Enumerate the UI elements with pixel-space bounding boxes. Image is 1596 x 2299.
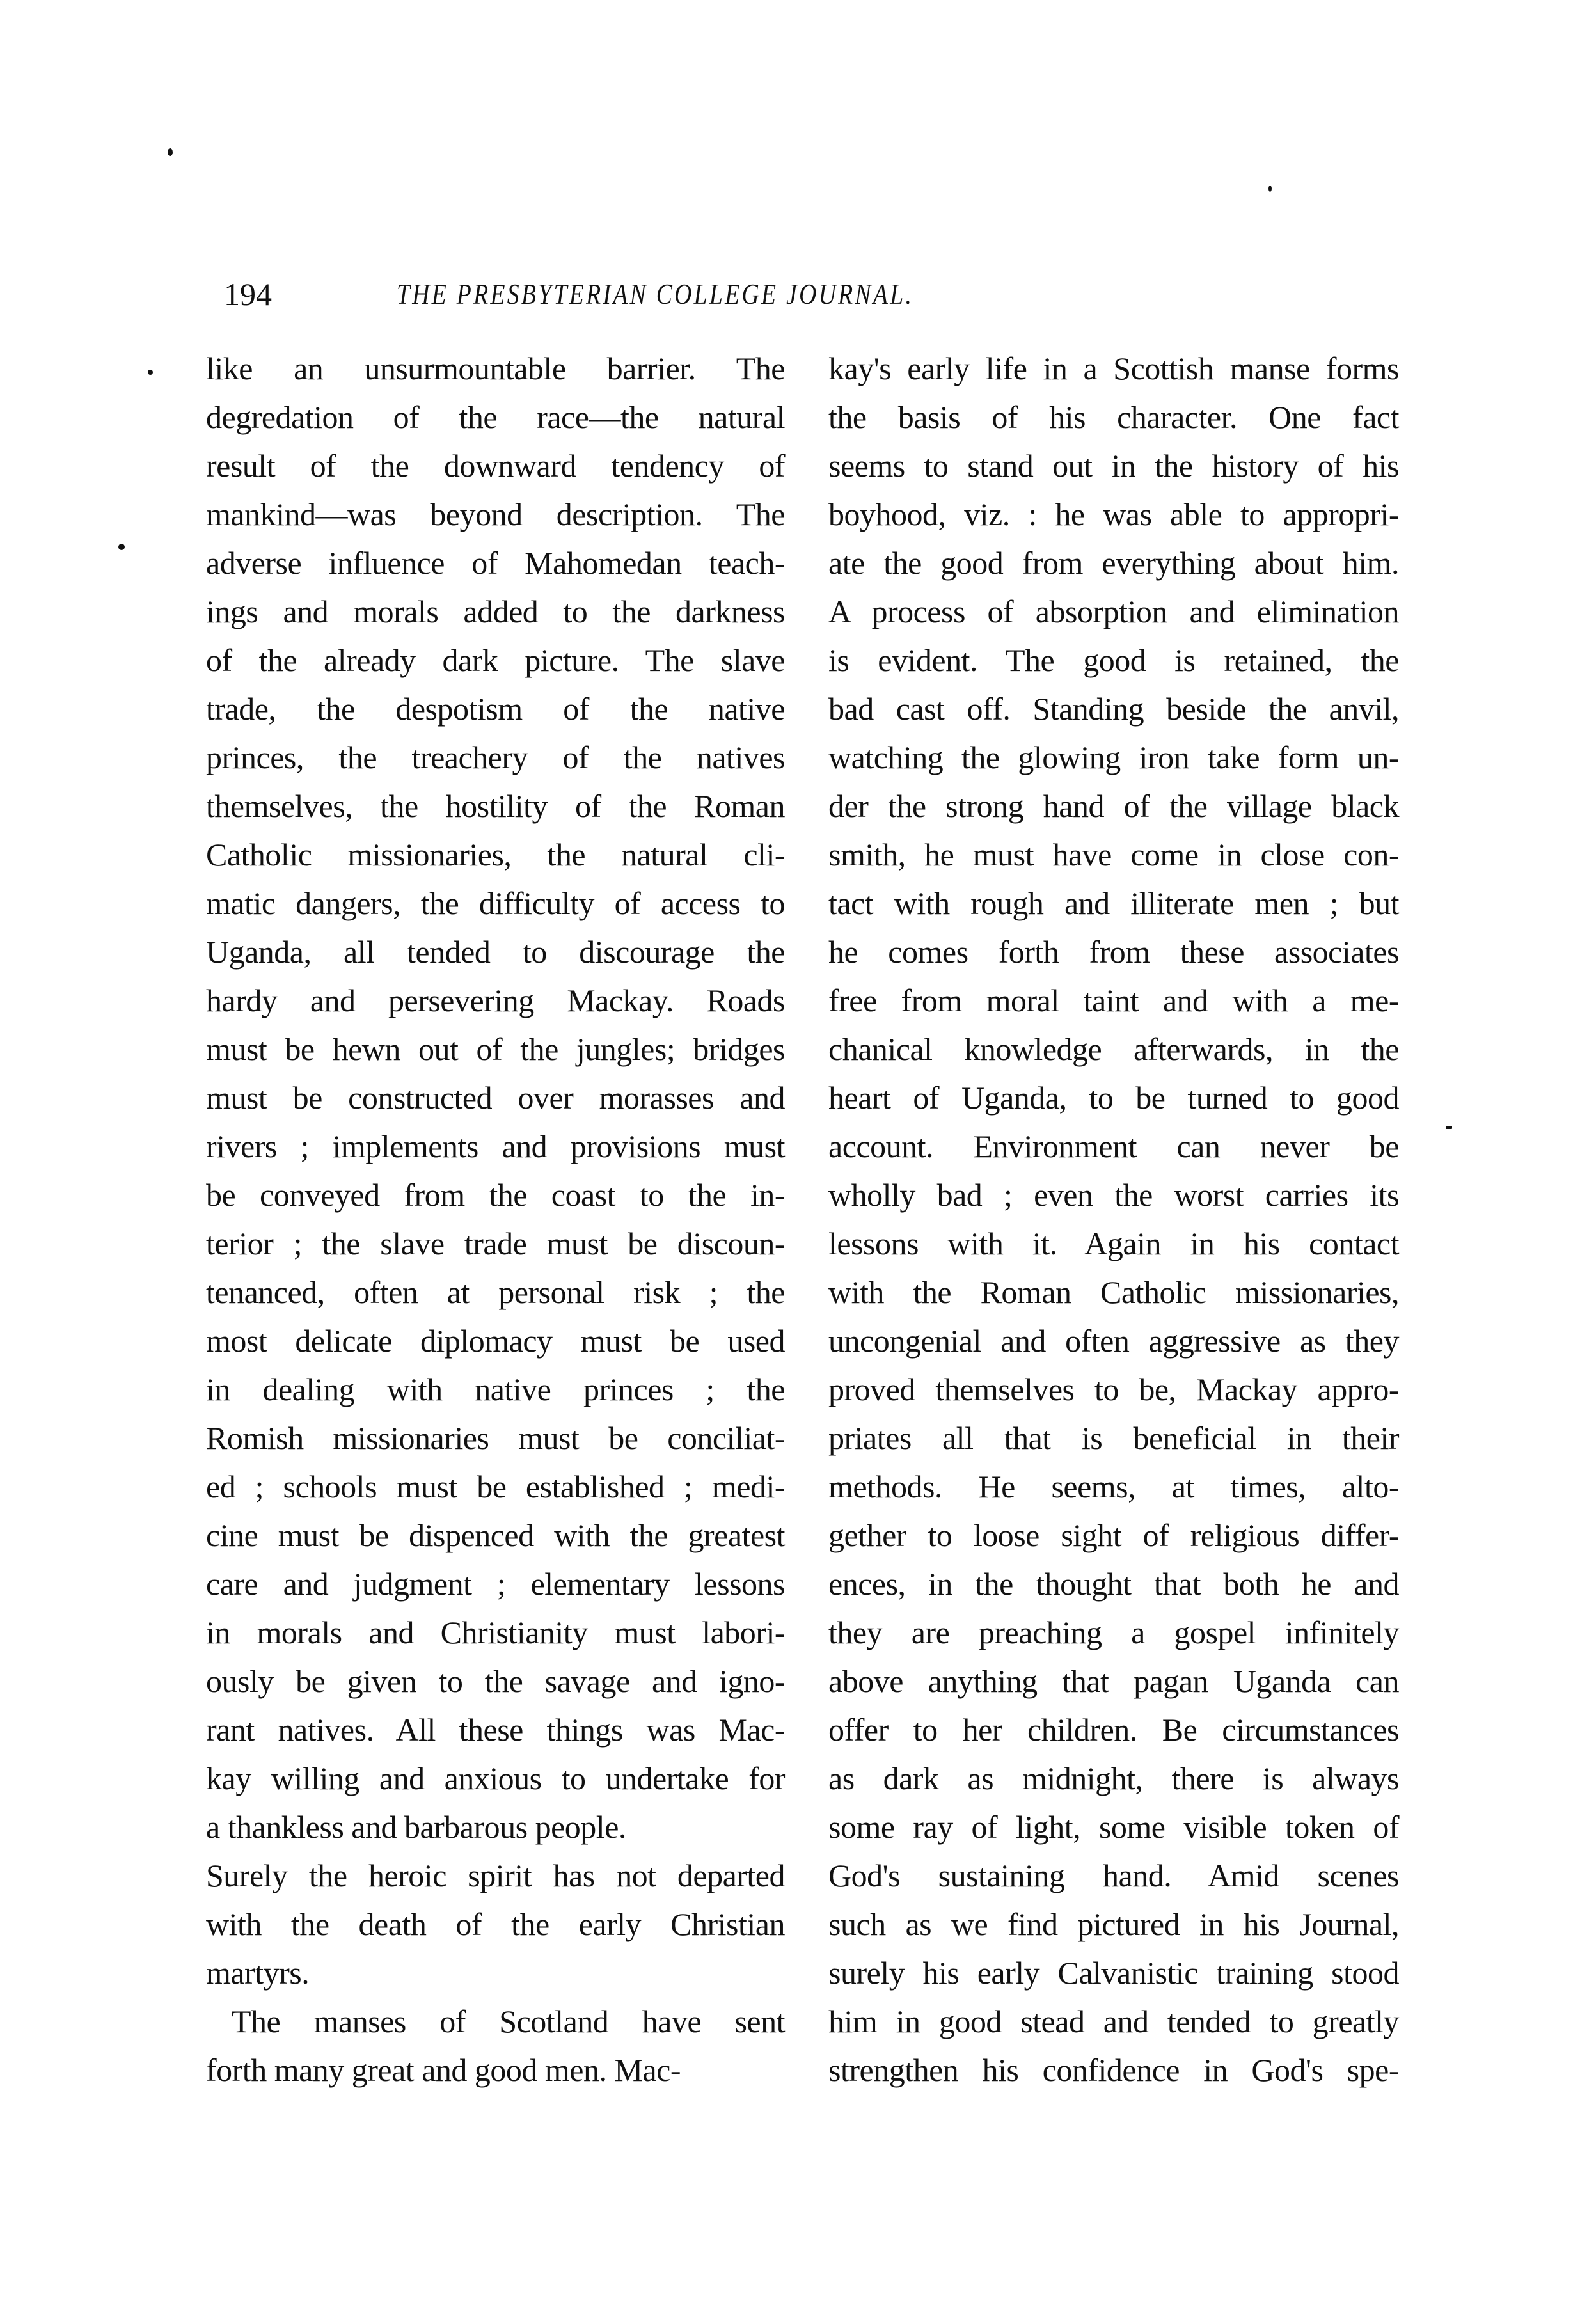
text-line <box>828 733 1399 782</box>
text-line <box>206 1900 785 1948</box>
text-line <box>828 1365 1399 1414</box>
text-line <box>206 1171 785 1219</box>
text-line-content: hardy and persevering Mackay. Roads <box>206 983 785 1018</box>
text-line <box>206 1997 785 2046</box>
text-line <box>828 1171 1399 1219</box>
text-line-content: of the already dark picture. The slave <box>206 642 785 678</box>
text-line-content: ously be given to the savage and igno- <box>206 1663 785 1699</box>
text-line <box>828 830 1399 879</box>
text-line <box>828 1414 1399 1462</box>
text-line-content: offer to her children. Be circumstances <box>828 1712 1399 1748</box>
text-line-content: such as we find pictured in his Journal, <box>828 1906 1399 1942</box>
text-line-content: above anything that pagan Uganda can <box>828 1663 1399 1699</box>
text-line <box>828 1122 1399 1171</box>
text-line-content: Catholic missionaries, the natural cli- <box>206 837 785 873</box>
text-line <box>828 1219 1399 1268</box>
text-line <box>828 684 1399 733</box>
text-line-content: ate the good from everything about him. <box>828 545 1399 581</box>
text-line <box>206 1462 785 1511</box>
text-line <box>828 1462 1399 1511</box>
text-line-content: adverse influence of Mahomedan teach- <box>206 545 785 581</box>
text-line-content: the basis of his character. One fact <box>828 399 1399 435</box>
text-line-content: rivers ; implements and provisions must <box>206 1128 785 1164</box>
text-line-content: kay willing and anxious to undertake for <box>206 1760 785 1796</box>
text-line <box>828 441 1399 490</box>
text-line <box>206 1219 785 1268</box>
text-line-content: in morals and Christianity must labori- <box>206 1615 785 1650</box>
scan-speck <box>148 370 153 375</box>
text-line <box>828 2046 1399 2094</box>
text-line <box>206 636 785 684</box>
text-line <box>206 733 785 782</box>
text-line-content: boyhood, viz. : he was able to appropri- <box>828 496 1399 532</box>
text-line-content: a thankless and barbarous people. <box>206 1809 626 1845</box>
text-line <box>828 490 1399 539</box>
text-line <box>206 1948 785 1997</box>
scan-speck <box>1446 1126 1452 1129</box>
text-line <box>206 1511 785 1560</box>
text-line <box>206 344 785 393</box>
text-line-content: der the strong hand of the village black <box>828 788 1399 824</box>
text-line-content: trade, the despotism of the native <box>206 691 785 727</box>
text-line <box>828 344 1399 393</box>
text-line-content: lessons with it. Again in his contact <box>828 1226 1399 1261</box>
text-line <box>206 539 785 587</box>
text-line-content: with the death of the early Christian <box>206 1906 785 1942</box>
text-line <box>206 441 785 490</box>
right-column <box>828 344 1399 2094</box>
text-line-content: result of the downward tendency of <box>206 448 785 484</box>
text-line <box>206 1754 785 1803</box>
text-line-content: uncongenial and often aggressive as they <box>828 1323 1399 1359</box>
text-line <box>206 1122 785 1171</box>
text-line-content: him in good stead and tended to greatly <box>828 2003 1399 2039</box>
text-line-content: matic dangers, the difficulty of access to <box>206 885 785 921</box>
text-line <box>206 1657 785 1705</box>
text-line <box>206 1608 785 1657</box>
running-title: THE PRESBYTERIAN COLLEGE JOURNAL. <box>397 278 914 310</box>
text-line-content: strengthen his confidence in God's spe- <box>828 2052 1399 2088</box>
left-column <box>206 344 785 2094</box>
text-line-content: martyrs. <box>206 1955 310 1991</box>
text-line <box>206 879 785 928</box>
text-line <box>206 1025 785 1073</box>
text-line <box>206 782 785 830</box>
text-line-content: as dark as midnight, there is always <box>828 1760 1399 1796</box>
text-line-content: surely his early Calvanistic training stood <box>828 1955 1399 1991</box>
text-line-content: Surely the heroic spirit has not departed <box>206 1858 785 1893</box>
text-line <box>206 928 785 976</box>
text-line <box>828 1268 1399 1316</box>
text-line <box>828 1900 1399 1948</box>
text-line <box>828 879 1399 928</box>
text-line-content: Uganda, all tended to discourage the <box>206 934 785 970</box>
text-line-content: princes, the treachery of the natives <box>206 739 785 775</box>
text-line-content: A process of absorption and elimination <box>828 594 1399 629</box>
text-line <box>828 1511 1399 1560</box>
text-line <box>206 1803 785 1851</box>
text-line <box>206 1705 785 1754</box>
text-line <box>828 1657 1399 1705</box>
text-line <box>206 1365 785 1414</box>
text-line <box>828 1560 1399 1608</box>
text-line-content: gether to loose sight of religious differ- <box>828 1517 1399 1553</box>
text-line-content: watching the glowing iron take form un- <box>828 739 1399 775</box>
text-line-content: proved themselves to be, Mackay appro- <box>828 1371 1399 1407</box>
text-line <box>828 1705 1399 1754</box>
text-line <box>828 1754 1399 1803</box>
text-line <box>206 830 785 879</box>
text-line-content: kay's early life in a Scottish manse forms <box>828 351 1399 386</box>
text-line-content: is evident. The good is retained, the <box>828 642 1399 678</box>
text-line-content: priates all that is beneficial in their <box>828 1420 1399 1456</box>
text-line-content: they are preaching a gospel infinitely <box>828 1615 1399 1650</box>
text-line <box>206 1560 785 1608</box>
text-line <box>206 1414 785 1462</box>
text-line <box>828 393 1399 441</box>
text-line-content: smith, he must have come in close con- <box>828 837 1399 873</box>
scan-speck <box>1268 186 1272 192</box>
text-line-content: some ray of light, some visible token of <box>828 1809 1399 1845</box>
text-line-content: degredation of the race—the natural <box>206 399 785 435</box>
text-line <box>828 1948 1399 1997</box>
text-line <box>206 393 785 441</box>
page-header <box>224 274 1426 315</box>
text-line <box>828 1025 1399 1073</box>
text-line <box>828 782 1399 830</box>
text-line <box>206 2046 785 2094</box>
text-line <box>206 1851 785 1900</box>
scan-speck <box>118 544 125 550</box>
text-line-content: The manses of Scotland have sent <box>232 2003 785 2039</box>
text-line-content: tact with rough and illiterate men ; but <box>828 885 1399 921</box>
text-line-content: in dealing with native princes ; the <box>206 1371 785 1407</box>
text-line <box>828 976 1399 1025</box>
text-line-content: rant natives. All these things was Mac- <box>206 1712 785 1748</box>
text-line-content: free from moral taint and with a me- <box>828 983 1399 1018</box>
text-line-content: care and judgment ; elementary lessons <box>206 1566 785 1602</box>
text-line-content: wholly bad ; even the worst carries its <box>828 1177 1399 1213</box>
text-line <box>206 490 785 539</box>
text-line <box>206 1268 785 1316</box>
text-line <box>828 636 1399 684</box>
text-line <box>828 1803 1399 1851</box>
text-line-content: bad cast off. Standing beside the anvil, <box>828 691 1399 727</box>
text-line-content: account. Environment can never be <box>828 1128 1399 1164</box>
text-line <box>206 1073 785 1122</box>
text-line-content: tenanced, often at personal risk ; the <box>206 1274 785 1310</box>
text-line-content: heart of Uganda, to be turned to good <box>828 1080 1399 1116</box>
text-line <box>206 1316 785 1365</box>
text-line <box>206 587 785 636</box>
text-line <box>828 1608 1399 1657</box>
text-line-content: like an unsurmountable barrier. The <box>206 351 785 386</box>
text-line <box>828 1997 1399 2046</box>
text-line <box>828 1851 1399 1900</box>
text-line-content: cine must be dispenced with the greatest <box>206 1517 785 1553</box>
text-line <box>206 684 785 733</box>
text-line <box>828 1073 1399 1122</box>
text-line-content: ences, in the thought that both he and <box>828 1566 1399 1602</box>
text-line-content: be conveyed from the coast to the in- <box>206 1177 785 1213</box>
text-line-content: he comes forth from these associates <box>828 934 1399 970</box>
page-number: 194 <box>224 276 272 312</box>
text-line-content: with the Roman Catholic missionaries, <box>828 1274 1399 1310</box>
text-line-content: must be hewn out of the jungles; bridges <box>206 1031 785 1067</box>
scan-speck <box>168 148 173 156</box>
text-line-content: mankind—was beyond description. The <box>206 496 785 532</box>
text-line-content: ings and morals added to the darkness <box>206 594 785 629</box>
text-line <box>206 976 785 1025</box>
text-line-content: terior ; the slave trade must be discoun- <box>206 1226 785 1261</box>
text-line-content: Romish missionaries must be conciliat- <box>206 1420 785 1456</box>
text-line <box>828 1316 1399 1365</box>
text-line-content: methods. He seems, at times, alto- <box>828 1469 1399 1505</box>
text-line-content: forth many great and good men. Mac- <box>206 2052 681 2088</box>
text-line-content: must be constructed over morasses and <box>206 1080 785 1116</box>
text-line-content: seems to stand out in the history of his <box>828 448 1399 484</box>
text-line-content: most delicate diplomacy must be used <box>206 1323 785 1359</box>
text-line-content: God's sustaining hand. Amid scenes <box>828 1858 1399 1893</box>
text-line <box>828 587 1399 636</box>
text-line <box>828 928 1399 976</box>
text-line-content: themselves, the hostility of the Roman <box>206 788 785 824</box>
text-line-content: ed ; schools must be established ; medi- <box>206 1469 785 1505</box>
text-line <box>828 539 1399 587</box>
text-line-content: chanical knowledge afterwards, in the <box>828 1031 1399 1067</box>
